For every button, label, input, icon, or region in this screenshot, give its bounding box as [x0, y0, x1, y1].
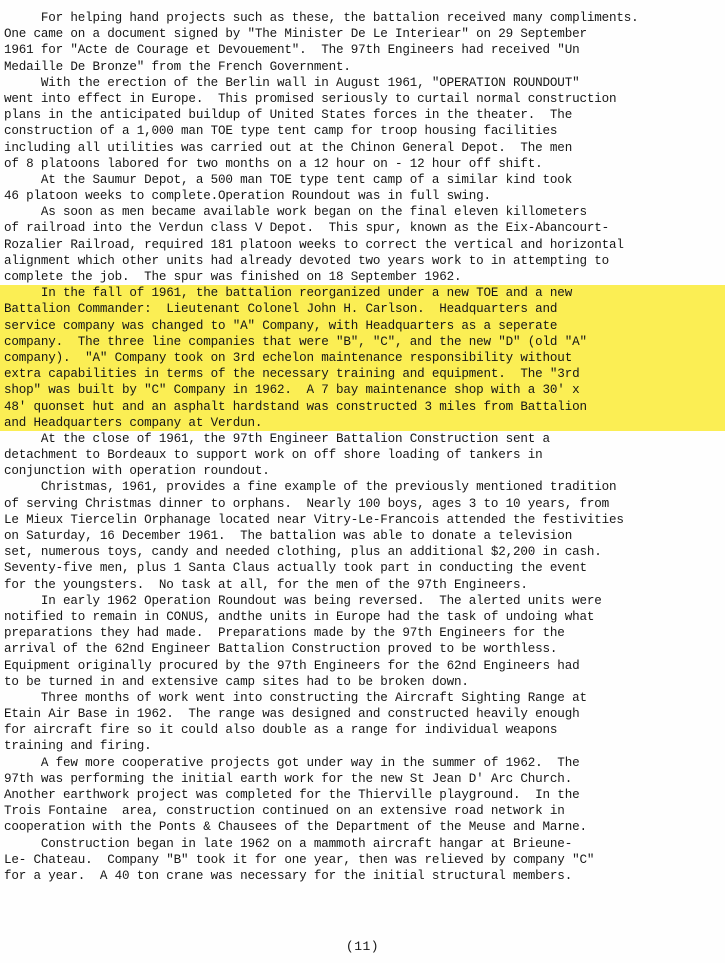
paragraph [4, 755, 720, 836]
text-line: 97th was performing the initial earth work for the new St Jean D' Arc Church. [4, 771, 573, 786]
text-line: Construction began in late 1962 on a mammoth aircraft hangar at Brieune- [4, 836, 573, 851]
text-line: As soon as men became available work began on the final eleven killometers [4, 205, 587, 220]
text-line: A few more cooperative projects got under way in the summer of 1962. The [4, 755, 580, 770]
text-line: For helping hand projects such as these, the battalion received many compliments. [4, 11, 639, 25]
text-line: Seventy-five men, plus 1 Santa Claus actually took part in conducting the event [4, 561, 587, 576]
text-line: for a year. A 40 ton crane was necessary for the initial structural members. [4, 868, 573, 883]
highlighted-paragraph [0, 285, 725, 431]
text-line: of serving Christmas dinner to orphans. Nearly 100 boys, ages 3 to 10 years, from [4, 496, 609, 511]
text-line: 1961 for "Acte de Courage et Devouement". The 97th Engineers had received "Un [4, 43, 580, 58]
paragraph [4, 172, 720, 204]
text-line: Christmas, 1961, provides a fine example of the previously mentioned tradition [4, 480, 617, 495]
text-line: preparations they had made. Preparations made by the 97th Engineers for the [4, 626, 565, 641]
text-line: Battalion Commander: Lieutenant Colonel John H. Carlson. Headquarters and [4, 302, 558, 317]
paragraph [4, 479, 720, 592]
text-line: In early 1962 Operation Roundout was being reversed. The alerted units were [4, 593, 602, 608]
text-line: 48' quonset hut and an asphalt hardstand was constructed 3 miles from Battalion [4, 399, 587, 414]
paragraph [4, 75, 720, 172]
text-line: Etain Air Base in 1962. The range was designed and constructed heavily enough [4, 707, 580, 722]
text-line: arrival of the 62nd Engineer Battalion Construction proved to be worthless. [4, 642, 558, 657]
text-line: including all utilities was carried out at the Chinon General Depot. The men [4, 140, 573, 155]
text-line: complete the job. The spur was finished on 18 September 1962. [4, 270, 462, 284]
text-line: to be turned in and extensive camp sites had to be broken down. [4, 674, 469, 689]
text-line: At the Saumur Depot, a 500 man TOE type tent camp of a similar kind took [4, 172, 573, 187]
text-line: Le Mieux Tiercelin Orphanage located near Vitry-Le-Francois attended the festivities [4, 512, 624, 527]
text-line: Trois Fontaine area, construction continued on an extensive road network in [4, 804, 565, 819]
text-line: Medaille De Bronze" from the French Government. [4, 59, 351, 74]
text-line: In the fall of 1961, the battalion reorganized under a new TOE and a new [4, 286, 573, 301]
paragraph [4, 10, 720, 75]
text-line: for aircraft fire so it could also double as a range for individual weapons [4, 723, 558, 738]
text-line: of railroad into the Verdun class V Depot. This spur, known as the Eix-Abancourt- [4, 221, 609, 236]
text-line: Another earthwork project was completed for the Thierville playground. In the [4, 788, 580, 802]
text-line: 46 platoon weeks to complete.Operation Roundout was in full swing. [4, 189, 491, 204]
text-line: Equipment originally procured by the 97th Engineers for the 62nd Engineers had [4, 658, 580, 673]
text-line: notified to remain in CONUS, andthe units in Europe had the task of undoing what [4, 609, 595, 624]
text-line: shop" was built by "C" Company in 1962. A 7 bay maintenance shop with a 30' x [4, 383, 580, 398]
text-line: Three months of work went into constructing the Aircraft Sighting Range at [4, 690, 587, 705]
text-line: One came on a document signed by "The Minister De Le Interiear" on 29 September [4, 27, 587, 42]
text-line: company. The three line companies that were "B", "C", and the new "D" (old "A" [4, 334, 587, 349]
text-line: of 8 platoons labored for two months on a 12 hour on - 12 hour off shift. [4, 156, 543, 171]
text-line: With the erection of the Berlin wall in August 1961, "OPERATION ROUNDOUT" [4, 75, 580, 90]
text-line: construction of a 1,000 man TOE type tent camp for troop housing facilities [4, 124, 558, 139]
text-line: At the close of 1961, the 97th Engineer Battalion Construction sent a [4, 431, 550, 446]
text-line: and Headquarters company at Verdun. [4, 415, 263, 430]
text-line: Le- Chateau. Company "B" took it for one year, then was relieved by company "C" [4, 852, 595, 867]
text-line: plans in the anticipated buildup of United States forces in the theater. The [4, 108, 573, 123]
text-line: for the youngsters. No task at all, for the men of the 97th Engineers. [4, 577, 528, 592]
text-line: went into effect in Europe. This promised seriously to curtail normal construction [4, 91, 617, 106]
text-line: extra capabilities in terms of the necessary training and equipment. The "3rd [4, 367, 580, 382]
text-line: on Saturday, 16 December 1961. The battalion was able to donate a television [4, 529, 573, 543]
text-line: conjunction with operation roundout. [4, 464, 270, 479]
text-line: training and firing. [4, 739, 152, 754]
text-line: detachment to Bordeaux to support work on off shore loading of tankers in [4, 448, 543, 463]
text-line: cooperation with the Ponts & Chausees of the Department of the Meuse and Marne. [4, 820, 587, 835]
document-body [4, 10, 720, 884]
text-line: alignment which other units had already devoted two years work to in attempting to [4, 253, 609, 268]
text-line: set, numerous toys, candy and needed clothing, plus an additional $2,200 in cash. [4, 545, 602, 560]
paragraph [4, 836, 720, 885]
paragraph [4, 204, 720, 285]
text-line: Rozalier Railroad, required 181 platoon weeks to correct the vertical and horizontal [4, 237, 624, 252]
paragraph [4, 690, 720, 755]
paragraph [4, 593, 720, 690]
text-line: company). "A" Company took on 3rd echelon maintenance responsibility without [4, 350, 573, 365]
text-line: service company was changed to "A" Company, with Headquarters as a seperate [4, 318, 558, 333]
paragraph [4, 431, 720, 480]
page-number: (11) [345, 939, 380, 954]
